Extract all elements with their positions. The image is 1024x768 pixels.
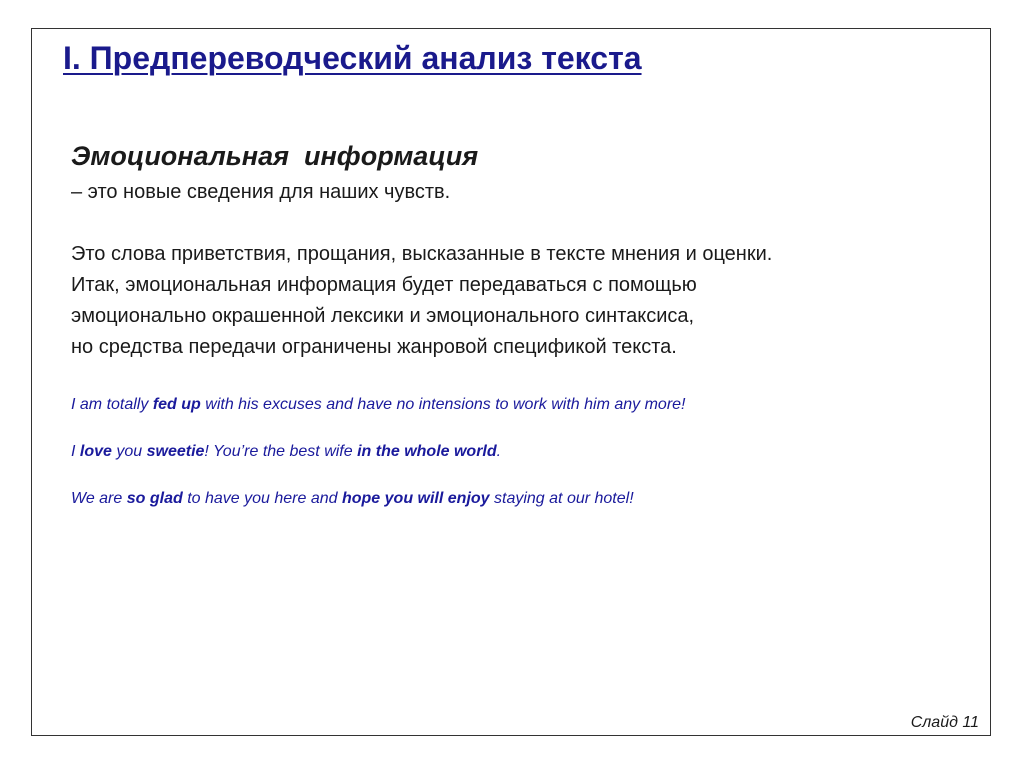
slide-number: Слайд 11	[910, 714, 979, 731]
example-text: I	[71, 443, 80, 460]
example-text: with his excuses and have no intensions to work with him any more!	[200, 396, 686, 413]
example-text: staying at our hotel!	[489, 490, 634, 507]
term-heading: Эмоциональная информация	[71, 141, 479, 171]
paragraph-line: Итак, эмоциональная информация будет передаваться с помощью	[71, 274, 697, 296]
example-emphasis: sweetie	[146, 443, 205, 460]
example-emphasis: hope you will enjoy	[341, 490, 490, 507]
term-definition: – это новые сведения для наших чувств.	[71, 181, 451, 203]
paragraph-line: но средства передачи ограничены жанровой спецификой текста.	[71, 336, 677, 358]
paragraph-line: эмоционально окрашенной лексики и эмоционального синтаксиса,	[71, 305, 695, 327]
example-text: We are	[71, 490, 127, 507]
slide-title: I. Предпереводческий анализ текста	[63, 40, 642, 76]
explanation-paragraph	[71, 239, 772, 363]
example-emphasis: so glad	[126, 490, 183, 507]
example-sentence-1	[71, 396, 686, 414]
slide-frame	[31, 28, 991, 736]
example-text: to have you here and	[182, 490, 342, 507]
example-emphasis: in the whole world	[357, 443, 497, 460]
example-sentence-2	[71, 443, 501, 461]
example-emphasis: fed up	[152, 396, 201, 413]
example-text: I am totally	[71, 396, 153, 413]
example-text: .	[496, 443, 502, 460]
example-text: you	[111, 443, 147, 460]
paragraph-line: Это слова приветствия, прощания, высказанные в тексте мнения и оценки.	[71, 243, 773, 265]
example-sentence-3	[71, 490, 634, 508]
example-emphasis: love	[79, 443, 112, 460]
example-text: ! You’re the best wife	[204, 443, 358, 460]
